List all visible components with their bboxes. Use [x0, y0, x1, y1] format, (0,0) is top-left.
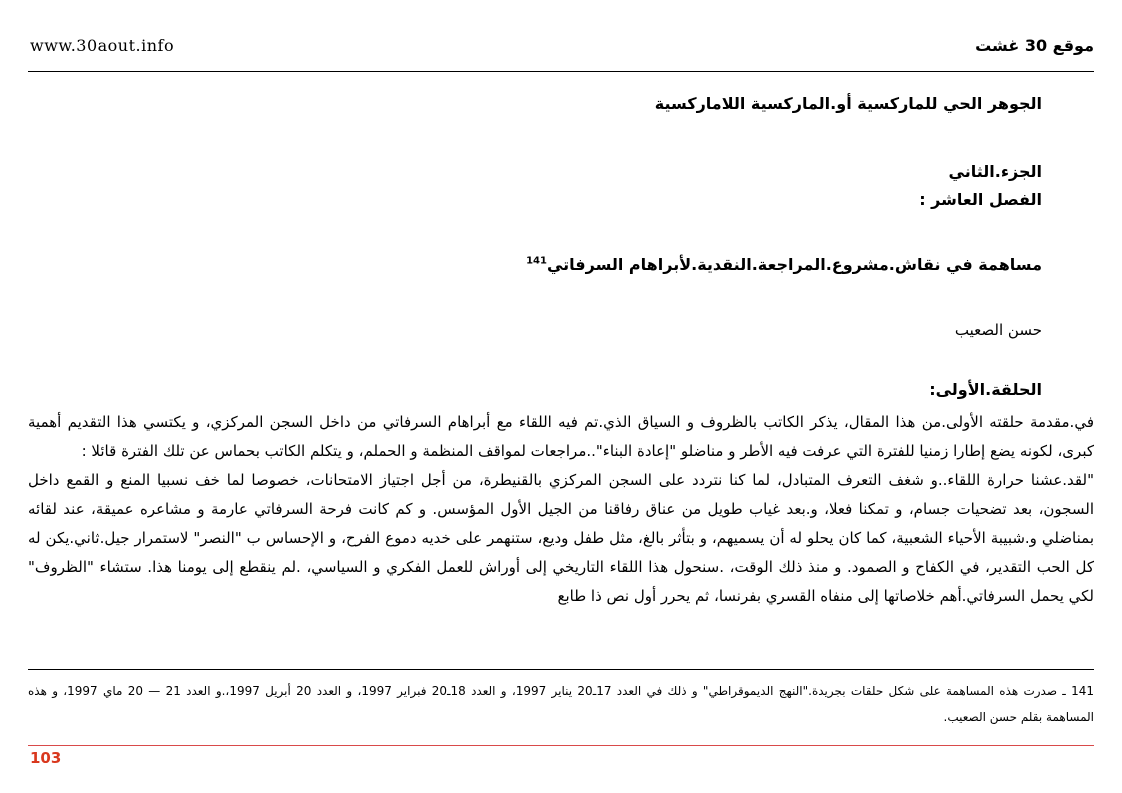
site-url: www.30aout.info: [30, 36, 175, 55]
quote-paragraph: "لقد.عشنا حرارة اللقاء..و شغف التعرف المتبادل، لما كنا نتردد على السجن المركزي بالقنيطرة، من أجل اجتياز الامتحانات، خصوصا لما خف نسبيا المنع و القمع داخل السجون، بعد تضحيات جسام، و تمكنا فعلا، و.بعد غياب طويل من عناق رفاقنا من الجيل الأول المؤسس. و كم كانت فرحة السرفاتي عارمة و مشاعره عميقة، عند لقائه بمناضلي و.شبيبة الأحياء الشعبية، كما كان يحلو له أن يسميهم، و بتأثر بالغ، مثل طفل وديع، ستنهمر على خديه دموع الفرح، و الإحساس ب "النصر" لاستمرار جيل.ثاني.يكن له كل الحب التقدير، في الكفاح و الصمود. و منذ ذلك الوقت، .سنحول هذا اللقاء التاريخي إلى أوراش للعمل الفكري و السياسي، .لم ينقطع إلى يومنا هذا. ستشاء "الظروف" لكي يحمل السرفاتي.أهم خلاصاتها إلى منفاه القسري بفرنسا، ثم يحرر أول نص ذا طابع: [28, 471, 1094, 605]
article-body: [28, 408, 1094, 611]
footnote: 141 ـ صدرت هذه المساهمة على شكل حلقات بجريدة."النهج الديموقراطي" و ذلك في العدد 17ـ20 يناير 1997، و العدد 18ـ20 فبراير 1997، و العدد 20 أبريل 1997،.و العدد 21 — 20 ماي 1997، و هذه المساهمة بقلم حسن الصعيب.: [28, 684, 1095, 724]
chapter-label: الفصل العاشر :: [919, 190, 1042, 209]
part-label: الجزء.الثاني: [948, 162, 1042, 181]
footer-divider: [28, 745, 1094, 746]
header-divider: [28, 71, 1094, 72]
document-title: الجوهر الحي للماركسية أو.الماركسية اللاماركسية: [654, 94, 1042, 113]
intro-paragraph: في.مقدمة حلقته الأولى.من هذا المقال، يذكر الكاتب بالظروف و السياق الذي.تم فيه اللقاء مع أبراهام السرفاتي من داخل السجن المركزي، و يكتسي هذا التقديم أهمية كبرى، لكونه يضع إطارا زمنيا للفترة التي عرفت فيه الأطر و مناضلو "إعادة البناء"..مراجعات لمواقف المنظمة و الحملم، و يتكلم الكاتب بحماس عن تلك الفترة قائلا :: [28, 413, 1094, 460]
footnote-divider: [28, 669, 1094, 670]
author-name: حسن الصعيب: [954, 321, 1042, 339]
footnote-reference: 141: [526, 255, 547, 267]
contribution-title: [526, 255, 1042, 274]
page-number: 103: [30, 749, 62, 767]
section-title: الحلقة.الأولى:: [929, 380, 1042, 399]
site-name: موقع 30 غشت: [975, 36, 1094, 55]
contribution-title-text: مساهمة في نقاش.مشروع.المراجعة.النقدية.لأبراهام السرفاتي: [546, 255, 1042, 274]
